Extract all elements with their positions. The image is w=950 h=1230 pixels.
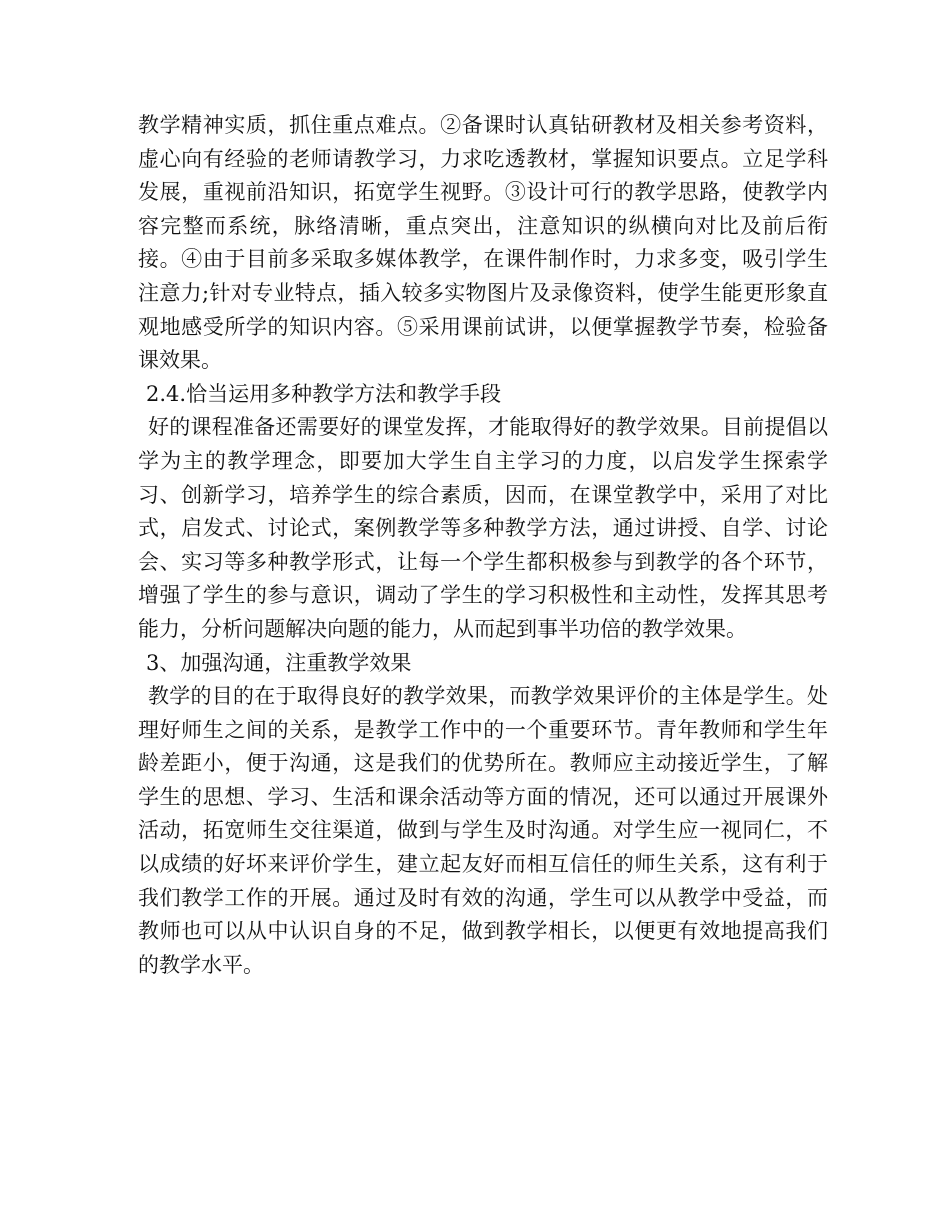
document-body [138, 109, 828, 982]
section-heading-communication: 3、加强沟通，注重教学效果 [146, 650, 412, 675]
paragraph-teaching-methods: 好的课程准备还需要好的课堂发挥，才能取得好的教学效果。目前提倡以学为主的教学理念，即要加大学生自主学习的力度，以启发学生探索学习、创新学习，培养学生的综合素质，因而，在课堂教学中，采用了对比式，启发式、讨论式，案例教学等多种教学方法，通过讲授、自学、讨论会、实习等多种教学形式，让每一个学生都积极参与到教学的各个环节，增强了学生的参与意识，调动了学生的学习积极性和主动性，发挥其思考能力，分析问题解决向题的能力，从而起到事半功倍的教学效果。 [138, 415, 828, 641]
paragraph-lesson-preparation: 教学精神实质，抓住重点难点。②备课时认真钻研教材及相关参考资料，虚心向有经验的老师请教学习，力求吃透教材，掌握知识要点。立足学科发展，重视前沿知识，拓宽学生视野。③设计可行的教学思路，使教学内容完整而系统，脉络清晰，重点突出，注意知识的纵横向对比及前后衔接。④由于目前多采取多媒体教学，在课件制作时，力求多变，吸引学生注意力;针对专业特点，插入较多实物图片及录像资料，使学生能更形象直观地感受所学的知识内容。⑤采用课前试讲，以便掌握教学节奏，检验备课效果。 [138, 113, 828, 373]
paragraph-communication: 教学的目的在于取得良好的教学效果，而教学效果评价的主体是学生。处理好师生之间的关系，是教学工作中的一个重要环节。青年教师和学生年龄差距小，便于沟通，这是我们的优势所在。教师应主动接近学生，了解学生的思想、学习、生活和课余活动等方面的情况，还可以通过开展课外活动，拓宽师生交往渠道，做到与学生及时沟通。对学生应一视同仁，不以成绩的好坏来评价学生，建立起友好而相互信任的师生关系，这有利于我们教学工作的开展。通过及时有效的沟通，学生可以从教学中受益，而教师也可以从中认识自身的不足，做到教学相长，以便更有效地提高我们的教学水平。 [138, 684, 828, 977]
section-heading-teaching-methods: 2.4.恰当运用多种教学方法和教学手段 [146, 381, 502, 406]
